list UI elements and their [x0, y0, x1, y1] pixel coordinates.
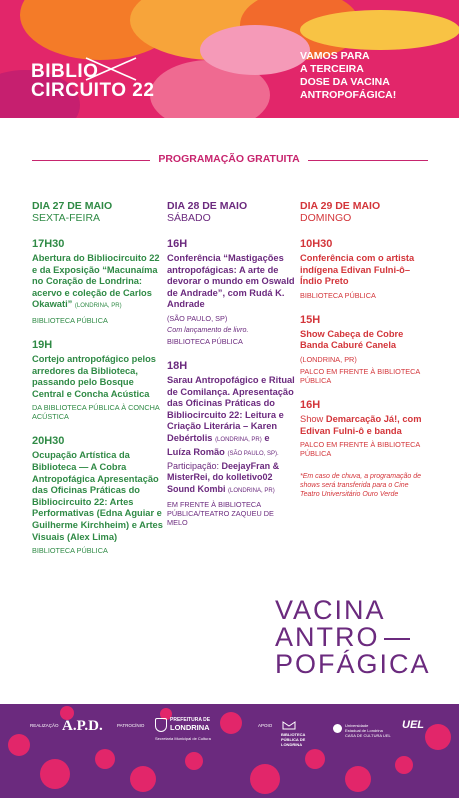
- pink-dot: [345, 766, 371, 792]
- event-time: 16H: [167, 238, 188, 250]
- header-banner: [0, 0, 459, 118]
- logo-dash: [384, 638, 410, 640]
- tagline-line: DOSE DA VACINA: [300, 76, 390, 88]
- coat-of-arms-icon: [155, 718, 167, 732]
- event-item: [300, 314, 430, 385]
- pink-dot: [395, 756, 413, 774]
- apd-logo: A.P.D.: [62, 718, 103, 734]
- day-date: DIA 27 DE MAIO: [32, 200, 113, 212]
- pink-dot: [8, 734, 30, 756]
- prefeitura-logo: [170, 717, 240, 732]
- event-time: 18H: [167, 359, 188, 372]
- event-description: [300, 414, 430, 437]
- vacina-line-2: ANTRO: [275, 622, 380, 652]
- event-item: [167, 238, 295, 346]
- biblioteca-line: BIBLIOTECA: [281, 732, 306, 737]
- day-column-28: [167, 200, 295, 541]
- event-item: [300, 238, 430, 300]
- day-weekday: SÁBADO: [167, 212, 211, 224]
- event-description: Conferência “Mastigações antropofágicas: A arte de devorar o mundo em Oswald de Andrade”, com Rudá K. Andrade: [167, 253, 295, 310]
- pink-shape: [200, 25, 310, 75]
- event-location: DA BIBLIOTECA PÚBLICA À CONCHA ACÚSTICA: [32, 403, 160, 422]
- prefeitura-line: PREFEITURA DE: [170, 717, 211, 723]
- day-weekday: SEXTA-FEIRA: [32, 212, 101, 224]
- pink-dot: [130, 766, 156, 792]
- event-text: e Luíza Romão: [167, 432, 270, 457]
- uel-icon: [333, 724, 342, 733]
- event-description: Conferência com o artista indígena Edivan Fulni-ô– Índio Preto: [300, 253, 415, 287]
- pink-dot: [95, 749, 115, 769]
- event-description: Cortejo antropofágico pelos arredores da Biblioteca, passando pelo Bosque Central e Concha Acústica: [32, 353, 156, 399]
- event-city: (SÃO PAULO, SP).: [227, 450, 279, 457]
- uel-line: CASA DE CULTURA UEL: [345, 733, 391, 738]
- apoio-label: APOIO: [258, 723, 273, 728]
- prefeitura-secretaria: Secretaria Municipal de Cultura: [155, 736, 211, 741]
- scissors-icon: [84, 54, 138, 84]
- logo-line-1: BIBLIO: [31, 61, 99, 82]
- event-item: [32, 339, 164, 421]
- book-icon: [282, 720, 296, 730]
- section-title: PROGRAMAÇÃO GRATUITA: [158, 153, 300, 165]
- event-location: BIBLIOTECA PÚBLICA: [300, 290, 376, 300]
- pink-dot: [250, 764, 280, 794]
- participation-label: Participação:: [167, 461, 220, 472]
- event-time: 20H30: [32, 435, 65, 448]
- event-location: EM FRENTE À BIBLIOTECA PÚBLICA/TEATRO ZAQUEU DE MELO: [167, 499, 274, 527]
- biblioteca-logo: [281, 732, 321, 747]
- event-item: [300, 399, 430, 458]
- event-time: 17H30: [32, 238, 65, 250]
- event-item: [32, 238, 164, 325]
- pink-dot: [185, 752, 203, 770]
- event-text: Demarcação Já!, com Edivan Fulni-ô e banda: [300, 413, 422, 436]
- event-location: PALCO EM FRENTE À BIBLIOTECA PÚBLICA: [300, 366, 420, 385]
- day-date: DIA 28 DE MAIO: [167, 200, 248, 212]
- uel-logo: [345, 723, 395, 738]
- event-participation: [167, 461, 295, 497]
- event-time: 15H: [300, 313, 321, 326]
- tagline-line: A TERCEIRA: [300, 63, 364, 75]
- vacina-line-1: VACINA: [275, 595, 386, 625]
- day-date: DIA 29 DE MAIO: [300, 200, 381, 212]
- event-city: (LONDRINA, PR): [300, 354, 357, 364]
- event-location: PALCO EM FRENTE À BIBLIOTECA PÚBLICA: [300, 440, 420, 459]
- uel-line: Estadual de Londrina: [345, 728, 383, 733]
- uel-monogram: UEL: [402, 719, 424, 731]
- tagline-line: VAMOS PARA: [300, 50, 370, 62]
- title-rule-right: [308, 160, 428, 161]
- event-description: Show Cabeça de Cobre Banda Caburé Canela: [300, 328, 404, 351]
- prefeitura-line: LONDRINA: [170, 723, 210, 732]
- pink-dot: [425, 724, 451, 750]
- biblioteca-line: LONDRINA: [281, 742, 303, 747]
- event-description: [32, 253, 164, 313]
- logo-line-2: CIRCUITO 22: [31, 80, 155, 101]
- event-city: (LONDRINA, PR): [74, 303, 122, 310]
- event-time: 16H: [300, 398, 321, 411]
- day-weekday: DOMINGO: [300, 212, 352, 224]
- participation-names: DeejayFran & MisterRei, do kolletivo02 Sound Kombi: [167, 461, 280, 494]
- pink-dot: [40, 759, 70, 789]
- patrocinio-label: PATROCÍNIO: [117, 723, 145, 728]
- vacina-antropofagica-logo: [275, 597, 435, 678]
- biblioteca-line: PÚBLICA DE: [281, 737, 306, 742]
- event-extra: Com lançamento de livro.: [167, 324, 249, 334]
- header-tagline: [300, 50, 450, 102]
- event-city: (LONDRINA, PR): [215, 436, 262, 443]
- yellow-shape: [300, 10, 459, 50]
- event-time: 19H: [32, 338, 53, 351]
- event-location: BIBLIOTECA PÚBLICA: [32, 546, 108, 556]
- title-rule-left: [32, 160, 150, 161]
- event-city: (SÃO PAULO, SP): [167, 313, 228, 323]
- event-description: Ocupação Artística da Biblioteca — A Cobra Antropofágica Apresentação das Oficinas Práticas do Bibliocircuito 22: Artes Performativas (Edna Aguiar e Guilherme Kirchheim) e Artes Visuais (Alex Lima): [32, 450, 163, 542]
- pink-dot: [305, 749, 325, 769]
- event-location: BIBLIOTECA PÚBLICA: [167, 336, 243, 346]
- event-item: [32, 435, 164, 555]
- event-text: Abertura do Bibliocircuito 22 e da Exposição “Macunaíma no Coração de Londrina: acervo e coleção de Carlos Okawati”: [32, 253, 160, 310]
- uel-line: Universidade: [345, 723, 369, 728]
- day-column-27: [32, 200, 164, 569]
- realizacao-label: REALIZAÇÃO: [30, 723, 59, 728]
- event-item: [167, 360, 295, 527]
- rain-note: *Em caso de chuva, a programação de shows será transferida para o Cine Teatro Universitário Ouro Verde: [300, 473, 422, 499]
- tagline-line: ANTROPOFÁGICA!: [300, 89, 397, 101]
- event-description: [167, 375, 295, 460]
- event-location: BIBLIOTECA PÚBLICA: [32, 315, 108, 325]
- event-city: (LONDRINA, PR): [228, 487, 275, 494]
- vacina-line-3: POFÁGICA: [275, 649, 431, 679]
- event-time: 10H30: [300, 238, 333, 250]
- event-label: Show: [300, 413, 324, 424]
- vacina-line-2-wrap: [275, 624, 435, 651]
- event-text: Sarau Antropofágico e Ritual de Comilança. Apresentação das Oficinas Práticas do Bibliocircuito 22: Leitura e Criação Literária – Karen Debértolis: [167, 374, 295, 443]
- day-column-29: [300, 200, 430, 499]
